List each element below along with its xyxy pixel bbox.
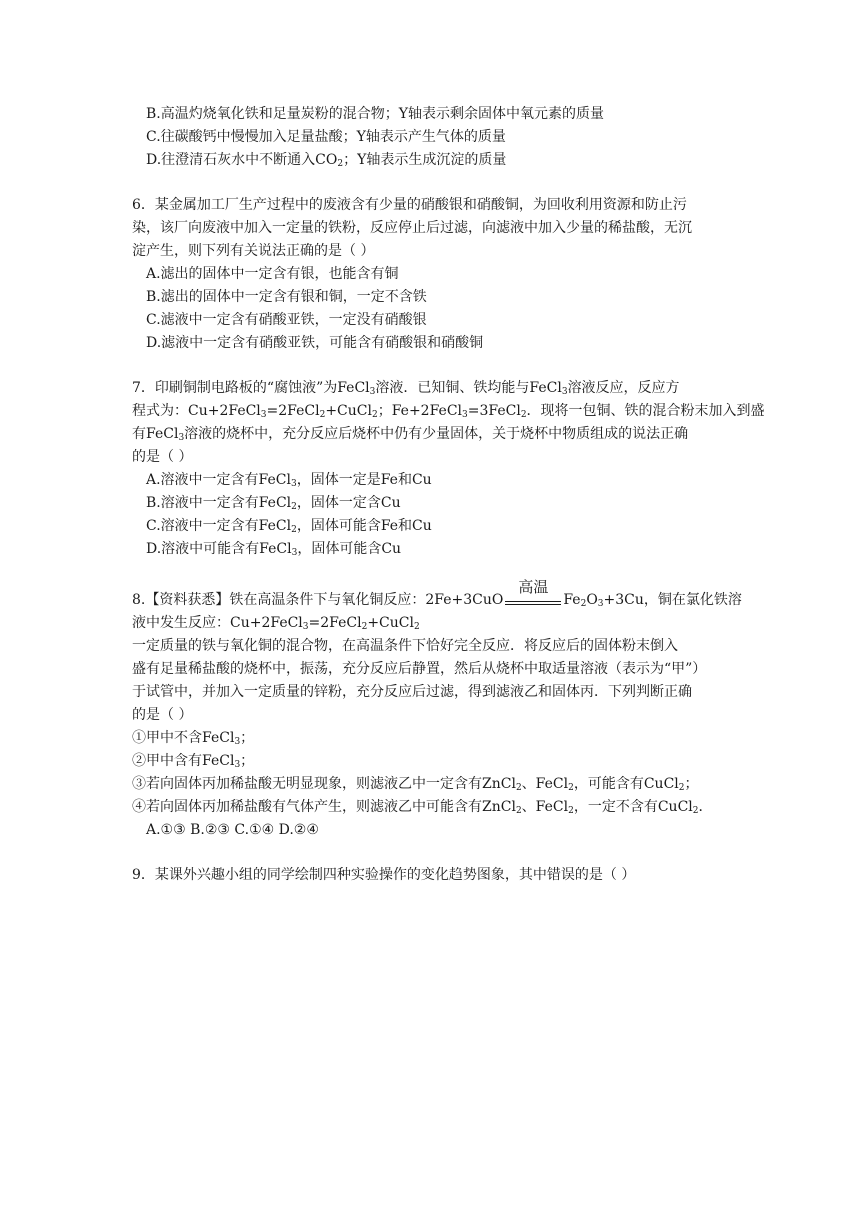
q8-statement-1: ①甲中不含FeCl$_3$；: [132, 730, 255, 747]
q6-stem-line-1: 6．某金属加工厂生产过程中的废液含有少量的硝酸银和硝酸铜，为回收利用资源和防止污: [132, 197, 687, 213]
q6-option-c: C.滤液中一定含有硝酸亚铁，一定没有硝酸银: [146, 312, 427, 328]
q8-statement-3: ③若向固体丙加稀盐酸无明显现象，则滤液乙中一定含有ZnCl$_2$、FeCl$_2$，可能含有CuCl$_2$；: [132, 776, 699, 793]
q6-stem-line-2: 染，该厂向废液中加入一定量的铁粉，反应停止后过滤，向滤液中加入少量的稀盐酸，无沉: [132, 220, 692, 236]
q8-stem-line-4: 盛有足量稀盐酸的烧杯中，振荡，充分反应后静置，然后从烧杯中取适量溶液（表示为“甲”）: [132, 661, 707, 677]
q7-stem-line-1: 7．印刷铜制电路板的“腐蚀液”为FeCl$_3$溶液．已知铜、铁均能与FeCl$_3$溶液反应，反应方: [132, 380, 680, 397]
q8-stem-line-3: 一定质量的铁与氧化铜的混合物，在高温条件下恰好完全反应．将反应后的固体粉末倒入: [132, 638, 678, 654]
q6-option-b: B.滤出的固体中一定含有银和铜，一定不含铁: [146, 289, 427, 305]
q8-choices: A.①③ B.②③ C.①④ D.②④: [146, 822, 319, 838]
q7-option-b: B.溶液中一定含有FeCl$_2$，固体一定含Cu: [146, 495, 401, 512]
q7-stem-line-3: 有FeCl$_3$溶液的烧杯中，充分反应后烧杯中仍有少量固体，关于烧杯中物质组成的说法正确: [132, 426, 689, 443]
q8-stem-line-5: 于试管中，并加入一定质量的锌粉，充分反应后过滤，得到滤液乙和固体丙．下列判断正确: [132, 684, 692, 700]
q7-option-a: A.溶液中一定含有FeCl$_3$，固体一定是Fe和Cu: [146, 472, 432, 489]
q7-stem-line-4: 的是（ ）: [132, 449, 193, 465]
q8-stem-line-1: 8.【资料获悉】铁在高温条件下与氧化铜反应：2Fe+3CuO 高温 $Fe_2O_3+3Cu$，铜在氯化铁溶: [132, 589, 732, 612]
q9-stem-line-1: 9．某课外兴趣小组的同学绘制四种实验操作的变化趋势图象，其中错误的是（ ）: [132, 867, 636, 883]
q5-option-c: C.往碳酸钙中慢慢加入足量盐酸；Y轴表示产生气体的质量: [146, 129, 506, 145]
q7-option-d: D.溶液中可能含有FeCl$_3$，固体可能含Cu: [146, 541, 402, 558]
q6-stem-line-3: 淀产生，则下列有关说法正确的是（ ）: [132, 243, 375, 259]
q5-option-b: B.高温灼烧氧化铁和足量炭粉的混合物；Y轴表示剩余固体中氧元素的质量: [146, 106, 604, 122]
q7-stem-line-2: 程式为：Cu+2FeCl$_3$=2FeCl$_2$+CuCl$_2$；Fe+2FeCl$_3$=3FeCl$_2$．现将一包铜、铁的混合粉末加入到盛: [132, 403, 765, 420]
reaction-condition-label: 高温: [518, 578, 549, 596]
q6-option-d: D.滤液中一定含有硝酸亚铁，可能含有硝酸银和硝酸铜: [146, 335, 484, 351]
q6-option-a: A.滤出的固体中一定含有银，也能含有铜: [146, 266, 399, 282]
q7-option-c: C.溶液中一定含有FeCl$_2$，固体可能含Fe和Cu: [146, 518, 432, 535]
reaction-condition-arrow: [503, 578, 563, 612]
q5-option-d: D.往澄清石灰水中不断通入$CO_2$；Y轴表示生成沉淀的质量: [146, 152, 507, 169]
q8-statement-2: ②甲中含有FeCl$_3$；: [132, 753, 255, 770]
document-content: [132, 103, 765, 887]
q8-stem-line-6: 的是（ ）: [132, 707, 193, 723]
q8-stem-line-2: 液中发生反应：Cu+2FeCl$_3$=2FeCl$_2$+CuCl$_2$: [132, 615, 420, 632]
q8-statement-4: ④若向固体丙加稀盐酸有气体产生，则滤液乙中可能含有ZnCl$_2$、FeCl$_2$，一定不含有CuCl$_2$．: [132, 799, 713, 816]
